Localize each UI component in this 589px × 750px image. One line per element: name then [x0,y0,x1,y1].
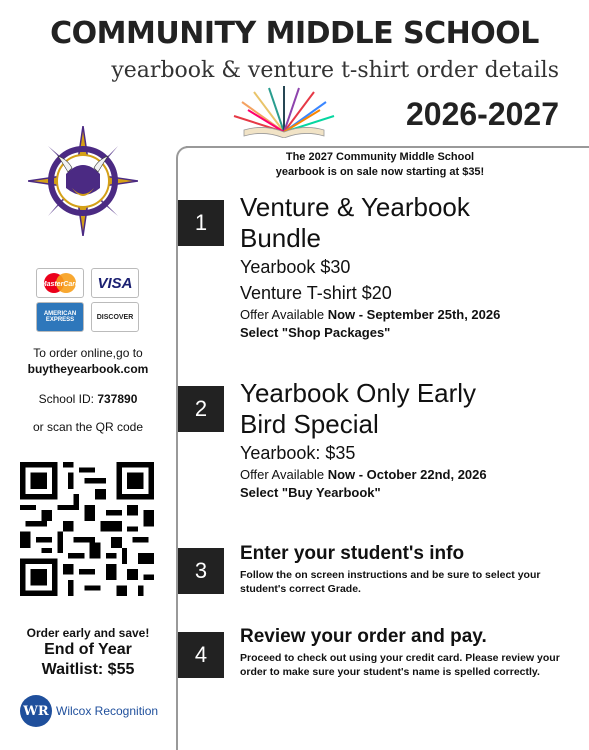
step-4-desc: Proceed to check out using your credit card. Please review your order to make sure your student's name is spelled correctly. [240,652,560,678]
step-1-title-line-2: Bundle [240,223,321,253]
intro-line-2: yearbook is on sale now starting at $35! [275,166,485,178]
step-1-offer-dates: Now - September 25th, 2026 [327,307,501,322]
visa-icon: VISA [91,268,139,298]
step-4-title: Review your order and pay. [240,626,487,647]
book-burst-graphic [224,86,344,138]
step-1-yearbook-price: Yearbook $30 [240,257,351,277]
step-2-yearbook-price: Yearbook: $35 [240,443,356,463]
step-number-2: 2 [178,386,224,432]
step-2-title-line-2: Bird Special [240,409,379,439]
intro-text [230,150,530,180]
step-number-4: 4 [178,632,224,678]
step-number-1: 1 [178,200,224,246]
divider-top [186,146,589,148]
school-id-value: 737890 [97,392,138,406]
school-id-label: School ID: [38,392,98,406]
school-id [0,392,176,406]
order-online-text: To order online,go to [33,346,143,360]
intro-line-1: The 2027 Community Middle School [285,151,475,163]
step-1-tshirt-price: Venture T-shirt $20 [240,283,392,303]
step-1-bundle [240,192,570,341]
end-of-year-text: End of Year [44,641,132,658]
website-link[interactable]: buytheyearbook.com [27,362,149,376]
wr-logo-icon: WR [20,695,52,727]
amex-icon: AMERICAN EXPRESS [36,302,84,332]
step-1-title-line-1: Venture & Yearbook [240,192,470,222]
accepted-cards [36,268,140,334]
waitlist-price: Waitlist: $55 [41,661,135,678]
school-title: COMMUNITY MIDDLE SCHOOL [50,16,539,51]
order-details-subtitle: yearbook & venture t-shirt order details [111,58,559,83]
step-2-early-bird [240,378,570,501]
step-2-title-line-1: Yearbook Only Early [240,378,477,408]
step-2-select: Select "Buy Yearbook" [240,485,381,500]
step-1-offer-prefix: Offer Available [240,307,328,322]
viking-compass-crest-icon [28,126,138,236]
step-1-offer [240,306,570,324]
step-1-select: Select "Shop Packages" [240,325,391,340]
mastercard-label: MasterCard [40,281,80,288]
mastercard-icon [36,268,84,298]
step-number-3: 3 [178,548,224,594]
divider-corner [176,146,190,160]
step-3-title: Enter your student's info [240,543,465,564]
step-3-desc: Follow the on screen instructions and be sure to select your student's correct Grade. [240,569,541,595]
qr-code-icon[interactable] [20,462,154,596]
wilcox-recognition-logo [20,694,158,728]
wr-brand-name: Wilcox Recognition [56,704,159,718]
step-3-student-info [240,543,570,596]
step-4-review-pay [240,626,570,679]
scan-qr-text: or scan the QR code [32,420,144,434]
step-2-offer-prefix: Offer Available [240,467,328,482]
step-2-offer [240,466,570,484]
step-2-offer-dates: Now - October 22nd, 2026 [327,467,487,482]
school-year: 2026-2027 [405,96,559,132]
discover-icon: DISCOVER [91,302,139,332]
order-early-text: Order early and save! [26,626,150,640]
